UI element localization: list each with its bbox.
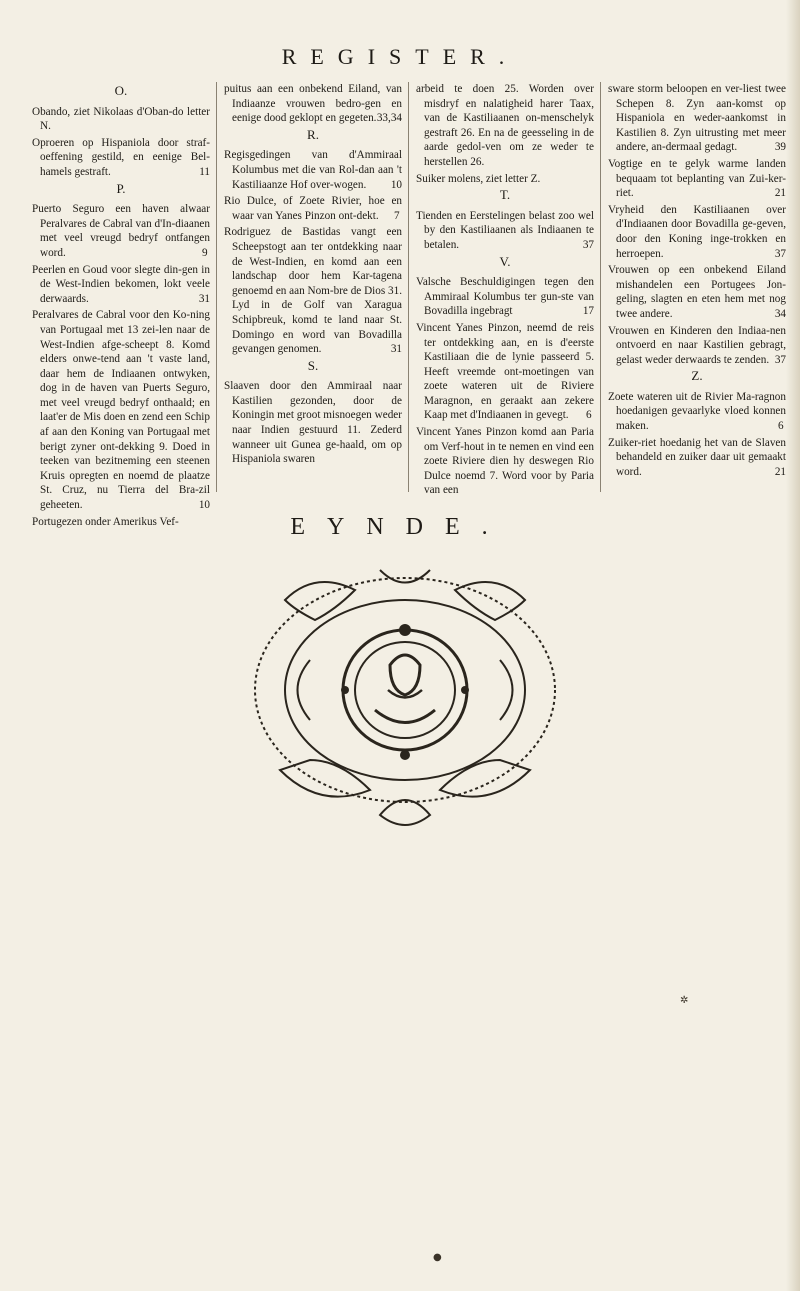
index-entry: Peralvares de Cabral voor den Ko-ning van Portugaal met 13 zei-len naar de West-Indien afge-scheept 8. Komd elders onwe-tend aan 't vaste land, daar hem de Indiaanen ontwyken, dog in de haven van Puerts Seguro, met veel vreugd bedryf onthaald; en laat'er de Mis doen en zend een Schip af aan den Koning van Portugaal met berigt zyner ont-dekking 9. Doed in teeken van bezitneming een steenen Kruis opregten en noemd de plaatze St. Cruz, nu Tierra del Bra-zil geheeten. 10	[32, 309, 210, 512]
index-entry: Suiker molens, ziet letter Z.	[416, 172, 541, 185]
letter-heading-o: O.	[114, 83, 128, 98]
letter-heading-v: V.	[499, 253, 511, 269]
index-entry: Vincent Yanes Pinzon komd aan Paria om Verf-hout in te nemen en vind een zoete Riviere dien hy deswegen Rio Dulce noemd 7. Word voor by Paria van een	[416, 426, 594, 497]
column-4	[608, 82, 786, 481]
ink-speck: ✲	[680, 995, 689, 1006]
index-entry: Tienden en Eerstelingen belast zoo wel by den Kastiliaanen als Indiaanen te betalen. 37	[416, 209, 594, 251]
index-entry: Regisgedingen van d'Ammiraal Kolumbus met die van Rol-dan aan 't Kastiliaanze Hof over-wogen. 10	[224, 149, 402, 191]
column-1	[32, 82, 210, 531]
index-entry: arbeid te doen 25. Worden over misdryf en nalatigheid harer Taax, van de Kastiliaanen on-menschelyk gestraft 26. En na de geesseling in de aarde gedol-ven om ze weder te herstellen 26.	[416, 83, 594, 168]
letter-heading-s: S.	[307, 357, 319, 373]
ink-speck: ●	[433, 1252, 442, 1263]
index-entry: Peerlen en Goud voor slegte din-gen in de West-Indien bekomen, lokt veele derwaards. 31	[32, 263, 210, 305]
index-entry: Rio Dulce, of Zoete Rivier, hoe en waar van Yanes Pinzon ont-dekt. 7	[224, 195, 402, 222]
index-entry: Oproeren op Hispaniola door straf-oeffening gestild, en eenige Bel-hamels gestraft. 11	[32, 136, 210, 178]
ornament-vignette-icon	[240, 560, 570, 830]
index-entry: Obando, ziet Nikolaas d'Oban-do letter N.	[32, 105, 210, 133]
index-entry: Valsche Beschuldigingen tegen den Ammiraal Kolumbus ter gun-ste van Bovadilla ingebragt 17	[416, 276, 594, 318]
letter-heading-t: T.	[499, 187, 511, 203]
index-entry: Vrouwen en Kinderen den Indiaa-nen ontvoerd en naar Kastilien gebragt, gelast weder derwaards te zenden. 37	[608, 324, 786, 366]
index-entry: Zoete wateren uit de Rivier Ma-ragnon hoedanigen gevaarlyke vloed konnen maken. 6	[608, 390, 786, 433]
letter-heading-p: P.	[116, 180, 126, 196]
ynde-footer: EYNDE.	[290, 514, 510, 540]
index-entry: Vogtige en te gelyk warme landen bequaam tot beplanting van Zui-ker-riet. 21	[608, 157, 786, 200]
index-entry: puitus aan een onbekend Eiland, van Indiaanze vrouwen bedro-gen en eenige dood geklopt en gegeten. 33,34	[224, 83, 402, 125]
register-header: REGISTER.	[281, 44, 519, 69]
index-entry: Zuiker-riet hoedanig het van de Slaven behandeld en zuiker daar uit gemaakt word. 21	[608, 436, 786, 478]
index-entry: sware storm beloopen en ver-liest twee Schepen 8. Zyn aan-komst op Hispaniola en weder-aankomst in Kastilien 8. Zyn uitrusting met meer andere, an-dermaal gedagt. 39	[608, 83, 786, 154]
index-entry: Rodriguez de Bastidas vangt een Scheepstogt aan ter ontdekking naar de West-Indien, en komd aan een landschap door hem Kar-tagena genoemd en aan Nom-bre de Dios 31. Lyd in de Golf van Xaragua Schipbreuk, komd te land naar St. Domingo en word van Bovadilla gevangen genomen. 31	[224, 226, 402, 356]
page-edge	[786, 0, 800, 1291]
column-rule	[408, 82, 409, 492]
index-entry: Slaaven door den Ammiraal naar Kastilien gezonden, door de Koningin met groot misnoegen weder naar Indien gestuurd 11. Zederd wanneer uit Gunea ge-haald, om op Hispaniola swaren	[224, 380, 402, 466]
index-entry: Puerto Seguro een haven alwaar Peralvares de Cabral van d'In-diaanen met veel vreugd bedryf ontfangen word. 9	[32, 203, 210, 259]
index-entry: Vincent Yanes Pinzon, neemd de reis ter ontdekking aan, en is d'eerste Kastiliaan die de lynie passeerd 5. Heeft vreemde ont-moetingen van zoete wateren uit de Riviere Maragnon, en geraakt aan zekere Kaap met d'Indiaanen in gevegt. 6	[416, 321, 594, 422]
column-rule	[600, 82, 601, 492]
column-2	[224, 82, 402, 469]
letter-heading-r: R.	[307, 126, 319, 142]
index-entry: Portugezen onder Amerikus Vef-	[32, 515, 179, 528]
index-entry: Vryheid den Kastiliaanen over d'Indiaanen door Bovadilla ge-geven, door den Koning inge-trokken en herroepen. 37	[608, 203, 786, 260]
index-entry: Vrouwen op een onbekend Eiland mishandelen een Portugees Jon-geling, slagten en eten hem met nog twee andere. 34	[608, 264, 786, 320]
column-3	[416, 82, 594, 500]
column-rule	[216, 82, 217, 492]
letter-heading-z: Z.	[691, 368, 703, 384]
